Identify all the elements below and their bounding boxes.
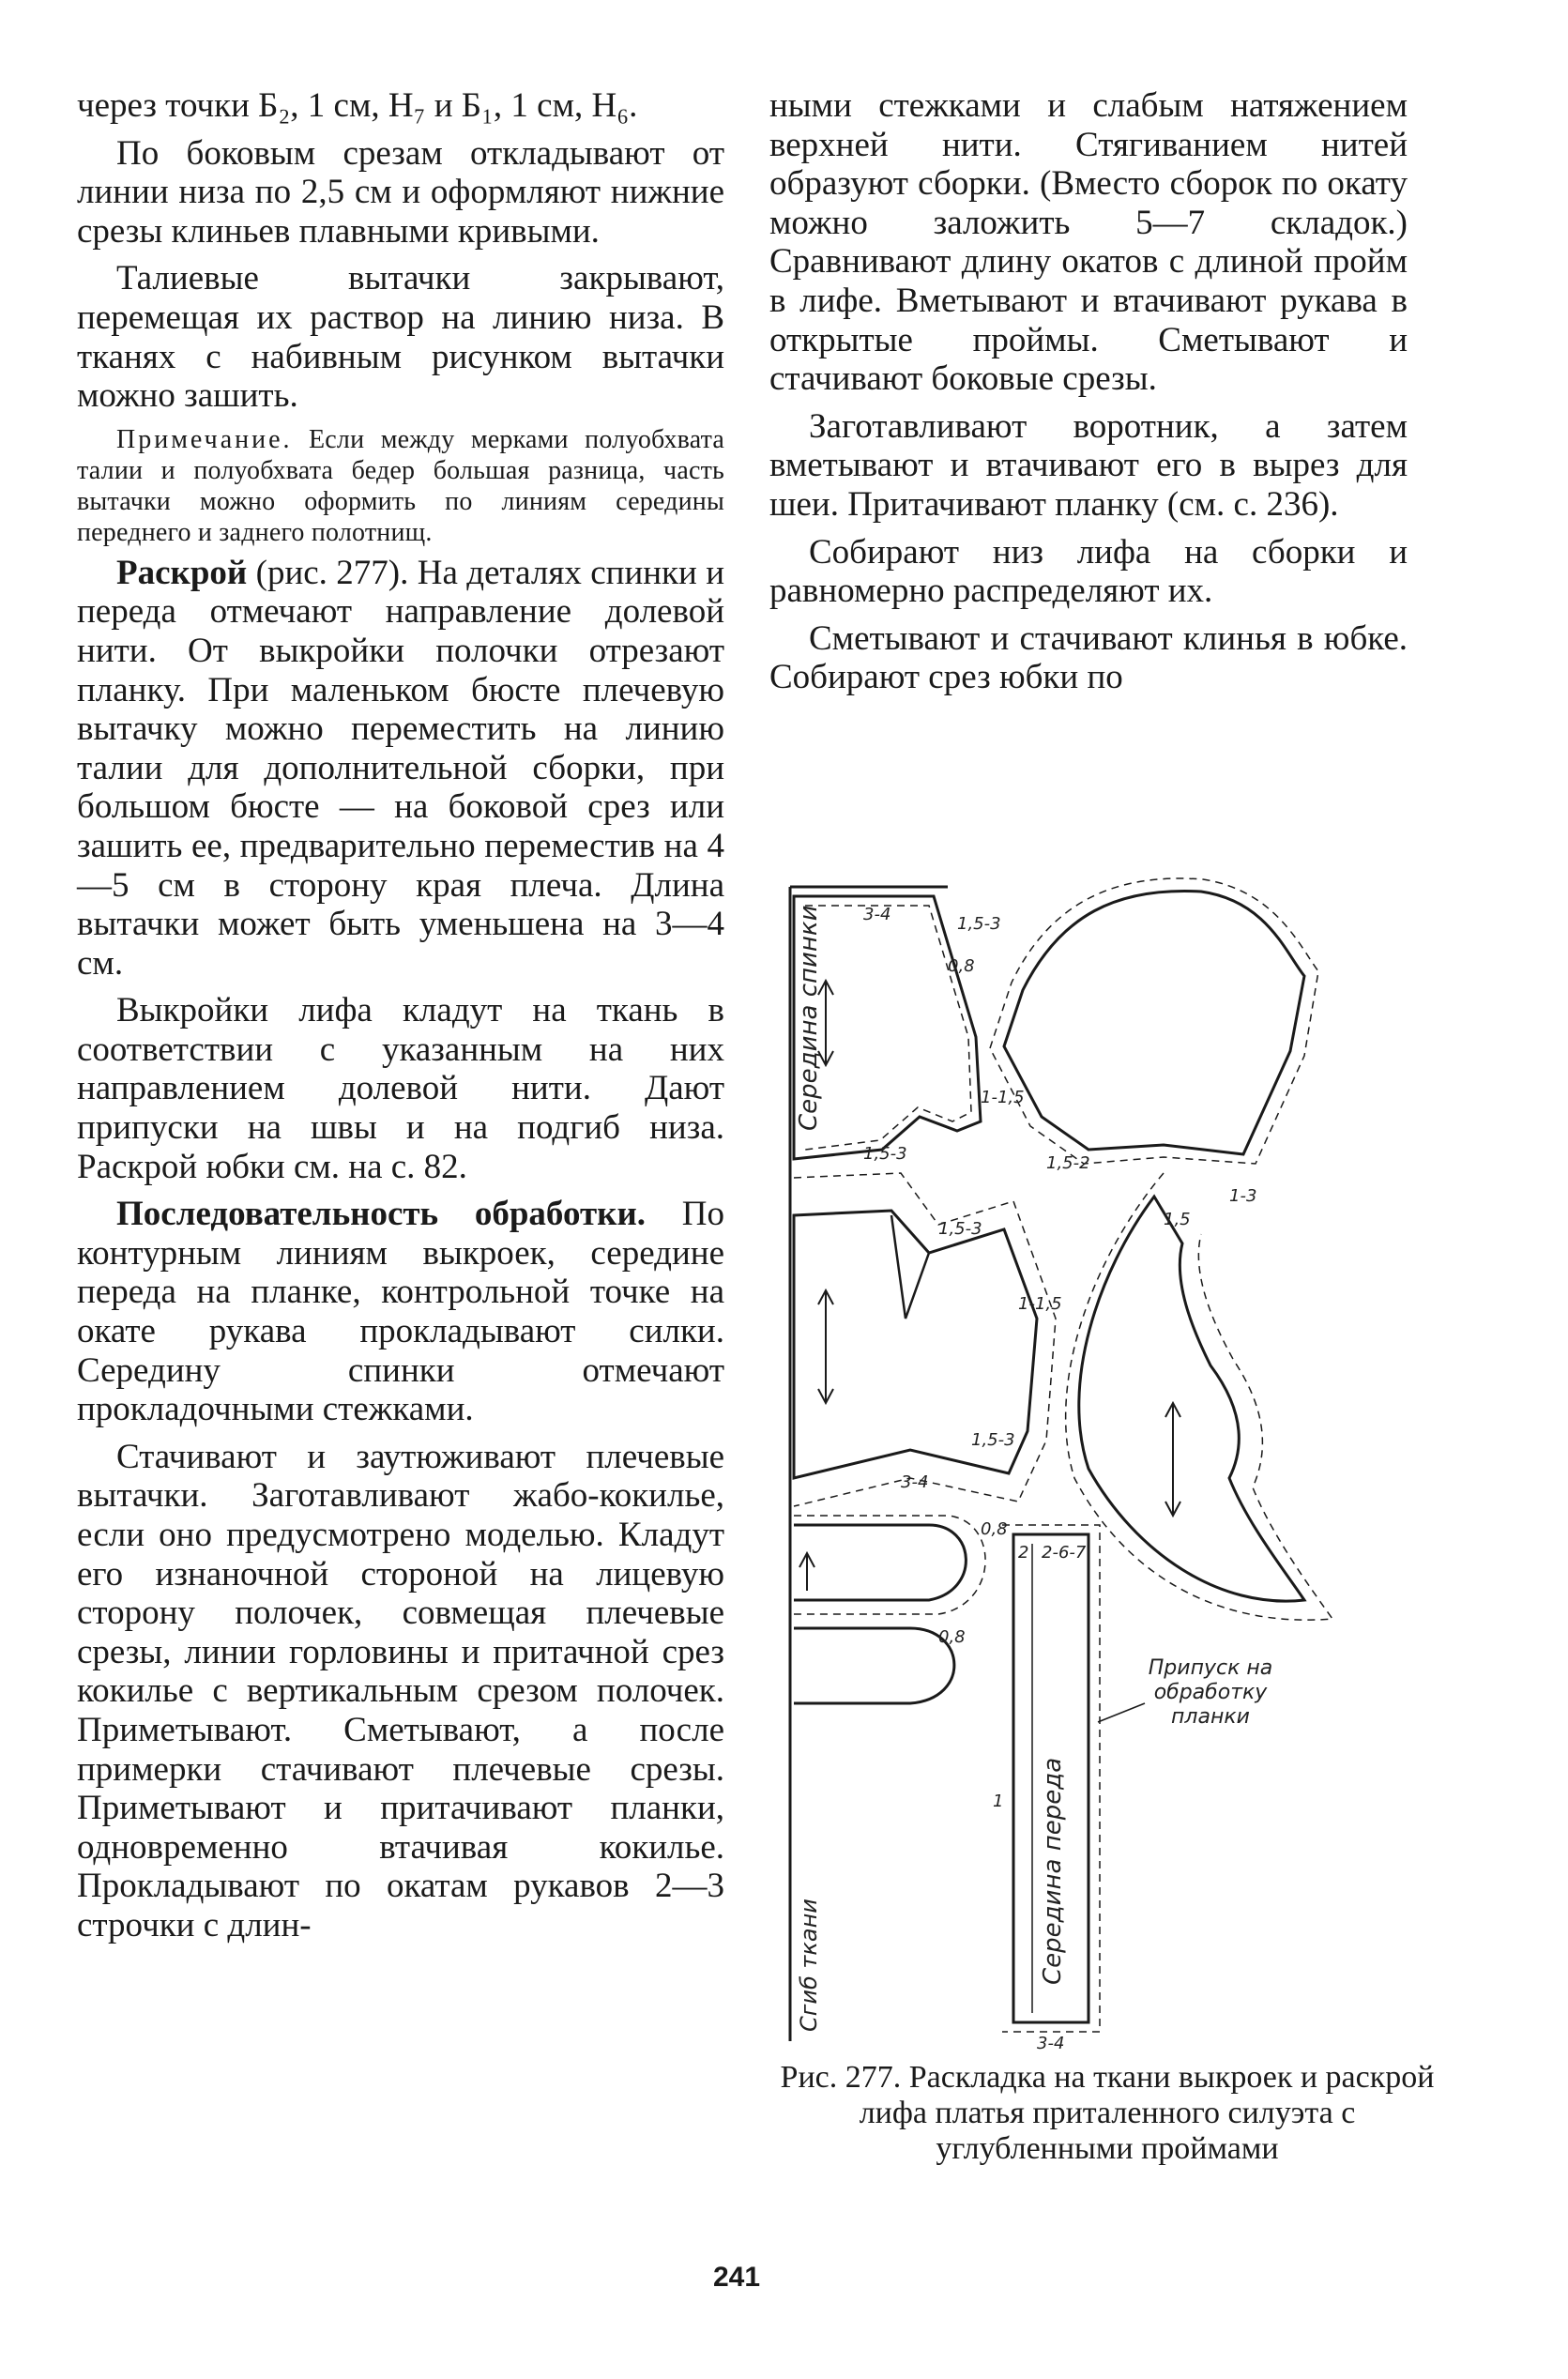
- note-paragraph: [77, 424, 724, 548]
- grain-arrow-front: [818, 1290, 833, 1403]
- sleeve-seam-allowance: [990, 878, 1318, 1164]
- measure-label: 1,5-3: [938, 1219, 982, 1239]
- measure-label: 0,8: [981, 1519, 1008, 1539]
- paragraph: ными стежками и слабым натяжением верхней нити. Стягиванием нитей образуют сборки. (Вместо сборок по окату можно заложить 5—7 складок.) Сравнивают длину окатов с длиной пройм в лифе. Вметывают и втачивают рукава в открытые проймы. Сметывают и стачивают боковые срезы.: [769, 86, 1408, 399]
- measure-label: 1-1,5: [981, 1088, 1025, 1107]
- page-number: 241: [713, 2262, 761, 2293]
- back-center-label: Середина спинки: [795, 905, 823, 1131]
- paragraph-heading: Последовательность обработки.: [116, 1195, 647, 1234]
- right-text-column: [769, 86, 1408, 706]
- paragraph-text: (рис. 277). На деталях спинки и переда отмечают направление долевой нити. От выкройки полочки отрезают планку. При маленьком бюсте плечевую вытачку можно переместить на линию талии для дополнительной сборки, при большом бюсте — на боковой срез или зашить ее, предварительно переместив на 4—5 см в сторону края плеча. Длина вытачки может быть уменьшена на 3—4 см.: [77, 553, 724, 983]
- paragraph: По боковым срезам откладывают от линии низа по 2,5 см и оформляют нижние срезы клиньев плавными кривыми.: [77, 133, 724, 251]
- allowance-label-box: [1117, 1656, 1304, 1769]
- pattern-layout-drawing: [779, 877, 1426, 2051]
- measure-label: 1,5-3: [863, 1144, 907, 1164]
- paragraph: Стачивают и заутюживают плечевые вытачки. Заготавливают жабо-кокилье, если оно предусмотрено моделью. Кладут его изнаночной стороной на лицевую сторону полочек, совмещая плечевые срезы, линии горловины и притачной срез кокилье с вертикальным срезом полочек. Приметывают. Сметывают, а после примерки стачивают плечевые срезы. Приметывают и притачивают планки, одновременно втачивая кокилье. Прокладывают по окатам рукавов 2—3 строчки с длин-: [77, 1437, 724, 1944]
- sleeve-piece: [1004, 891, 1304, 1154]
- measure-label: 1: [993, 1792, 1004, 1811]
- measure-label: 1,5-3: [971, 1430, 1015, 1450]
- note-label: Примечание.: [116, 424, 293, 454]
- paragraph-heading: Раскрой: [116, 553, 248, 592]
- measure-label: 1-1,5: [1018, 1294, 1062, 1314]
- jabot-seam-allowance: [1066, 1173, 1332, 1620]
- paragraph: Выкройки лифа кладут на ткань в соответствии с указанным на них направлением долевой нити. Дают припуски на швы и на подгиб низа. Раскрой юбки см. на с. 82.: [77, 991, 724, 1186]
- paragraph: через точки Б₂, 1 см, Н₇ и Б₁, 1 см, Н₆.: [77, 86, 638, 125]
- measure-label: 0,8: [938, 1627, 966, 1647]
- measure-label: 3-4: [901, 1472, 929, 1492]
- paragraph: Сметывают и стачивают клинья в юбке. Собирают срез юбки по: [769, 618, 1408, 697]
- paragraph: Заготавливают воротник, а затем вметывают и втачивают его в вырез для шеи. Притачивают планку (см. с. 236).: [769, 406, 1408, 524]
- measure-label: 2: [1018, 1543, 1029, 1563]
- paragraph-text: По контурным линиям выкроек, середине переда на планке, контрольной точке на окате рукава прокладывают силки. Середину спинки отмечают прокладочными стежками.: [77, 1195, 724, 1429]
- measure-label: 1,5: [1164, 1210, 1191, 1229]
- measure-label: 1,5-3: [957, 914, 1001, 934]
- measure-label: 1,5-2: [1046, 1153, 1090, 1173]
- small-piece-1: [794, 1525, 966, 1600]
- jabot-piece: [1079, 1197, 1304, 1601]
- paragraph: [77, 554, 724, 984]
- fold-label: Сгиб ткани: [796, 1899, 822, 2032]
- left-text-column: [77, 86, 724, 1954]
- note-text: Если между мерками полуобхвата талии и полуобхвата бедер большая разница, часть вытачки можно оформить по линиям середины переднего и заднего полотнищ.: [77, 424, 724, 547]
- measure-label: 3-4: [1037, 2034, 1065, 2051]
- paragraph: Талиевые вытачки закрывают, перемещая их раствор на линию низа. В тканях с набивным рисунком вытачки можно зашить.: [77, 259, 724, 416]
- measure-label: 1-3: [1229, 1186, 1257, 1206]
- paragraph: Собирают низ лифа на сборки и равномерно распределяют их.: [769, 532, 1408, 611]
- front-center-label: Середина переда: [1039, 1757, 1067, 1985]
- small-piece-2: [794, 1628, 954, 1703]
- measure-label: 2-6-7: [1042, 1543, 1087, 1563]
- grain-arrow-jabot: [1165, 1403, 1180, 1516]
- pattern-layout-figure: [779, 877, 1426, 2051]
- grain-arrow-small: [799, 1553, 814, 1591]
- figure-caption: Рис. 277. Раскладка на ткани выкроек и раскрой лифа платья приталенного силуэта с углубленными проймами: [780, 2060, 1435, 2166]
- allowance-label: Припуск на обработку планки: [1148, 1656, 1273, 1729]
- paragraph: [77, 1195, 724, 1429]
- measure-label: 3-4: [863, 905, 891, 924]
- measure-label: 0,8: [948, 956, 975, 976]
